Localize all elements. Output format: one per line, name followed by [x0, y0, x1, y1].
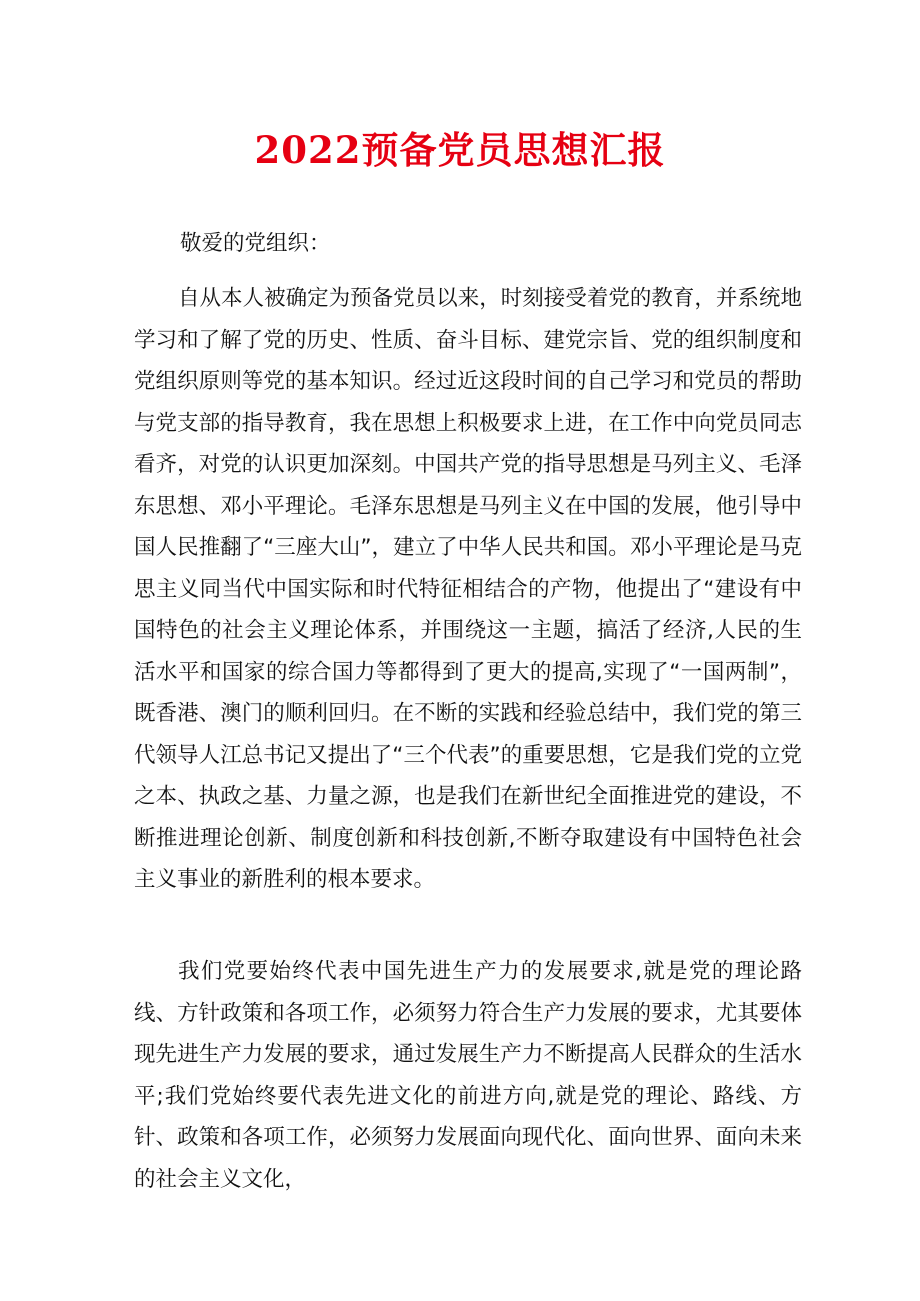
- body-paragraph-1: 自从本人被确定为预备党员以来，时刻接受着党的教育，并系统地学习和了解了党的历史、性质、奋斗目标、建党宗旨、党的组织制度和党组织原则等党的基本知识。经过近这段时间的自己学习和党员的帮助与党支部的指导教育，我在思想上积极要求上进，在工作中向党员同志看齐，对党的认识更加深刻。中国共产党的指导思想是马列主义、毛泽东思想、邓小平理论。毛泽东思想是马列主义在中国的发展，他引导中国人民推翻了“三座大山”，建立了中华人民共和国。邓小平理论是马克思主义同当代中国实际和时代特征相结合的产物，他提出了“建设有中国特色的社会主义理论体系，并围绕这一主题，搞活了经济,人民的生活水平和国家的综合国力等都得到了更大的提高,实现了“一国两制”，既香港、澳门的顺利回归。在不断的实践和经验总结中，我们党的第三代领导人江总书记又提出了“三个代表”的重要思想，它是我们党的立党之本、执政之基、力量之源，也是我们在新世纪全面推进党的建设，不断推进理论创新、制度创新和科技创新,不断夺取建设有中国特色社会主义事业的新胜利的根本要求。: [134, 286, 802, 892]
- body-paragraph-2: 我们党要始终代表中国先进生产力的发展要求,就是党的理论路线、方针政策和各项工作，必须努力符合生产力发展的要求，尤其要体现先进生产力发展的要求，通过发展生产力不断提高人民群众的生活水平;我们党始终要代表先进文化的前进方向,就是党的理论、路线、方针、政策和各项工作，必须努力发展面向现代化、面向世界、面向未来的社会主义文化，: [134, 959, 802, 1192]
- document-title: 2022预备党员思想汇报: [254, 128, 666, 172]
- salutation: 敬爱的党组织：: [180, 231, 331, 256]
